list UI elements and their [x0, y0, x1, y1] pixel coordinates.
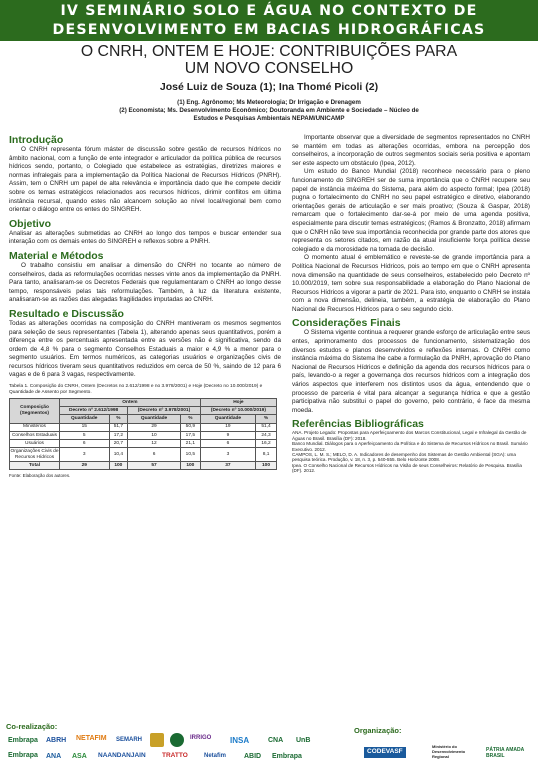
- right-column: [292, 134, 530, 474]
- table-cell: Usuários: [10, 440, 60, 448]
- table-cell: 24,3: [256, 431, 277, 439]
- table-subheader-qty: Quantidade: [128, 415, 181, 423]
- table-cell: 6: [128, 448, 181, 462]
- cna-logo: CNA: [268, 737, 284, 744]
- section-heading-consideracoes: Considerações Finais: [292, 317, 401, 330]
- table-cell: 9: [200, 431, 255, 439]
- table-cell: 12: [128, 440, 181, 448]
- section-heading-resultados: Resultado e Discussão: [9, 307, 124, 320]
- references-list: [292, 430, 530, 473]
- section-heading-objetivo: Objetivo: [9, 217, 52, 230]
- poster-title-line2: UM NOVO CONSELHO: [184, 60, 354, 77]
- abrh-logo: ABRH: [46, 737, 67, 744]
- intro-paragraph: O CNRH representa fórum máster de discussão sobre gestão de recursos hídricos no âmbito nacional, com a função de ente integrador e articulador da política pública de recursos hídricos sendo, portanto, o Colegiado que estabelece as estratégias, diretrizes maiores e normas infralegais para a implementação da Política Nacional de Recursos Hídricos (PNRH). Assim, tem o CNRH um papel de alta relevância e importância dado que lhe compete decidir sobre os temas estratégicos relacionados aos recursos hídricos, dirimir conflitos em última instância recursal, quando estes não alcancem solução ao nível local/regional bem como orientar o diálogo entre os entes do SINGREH.: [9, 146, 281, 214]
- patria-amada-brasil-logo: PÁTRIA AMADA BRASIL: [486, 747, 525, 759]
- semarh-logo: SEMARH: [116, 737, 143, 743]
- resultados-paragraph: Todas as alterações ocorridas na composição do CNRH mantiveram os mesmos segmentos para seleção de seus representantes (Tabela 1), alterando apenas seus quantitativos, porém a diferença entre os percentuais apresentada entre as versões não é significativa, sendo da ordem de 4,8 % para o segmento Conselhos Estaduais a maior e 4,9 % a menor para o segmento usuários. Em termos numéricos, as categorias usuários e organizações civis de recursos hídricos tiveram seus quantitativos reduzidos em cerca de 50 %, saindo de 12 para 6 vagas e de 6 para 3 vagas, respectivamente.: [9, 319, 281, 379]
- table-cell: 6: [200, 440, 255, 448]
- table-cell: 16,2: [256, 440, 277, 448]
- tratto-logo: TRATTO: [162, 752, 188, 759]
- embrapa-logo: Embrapa: [272, 753, 302, 760]
- table-cell: 51,7: [109, 423, 128, 431]
- authors: José Luiz de Souza (1); Ina Thomé Picoli (2): [159, 81, 379, 93]
- table-cell: 37: [200, 461, 255, 469]
- table-cell: 21,1: [180, 440, 200, 448]
- table-cell: Organizações Civis de Recursos Hídricos: [10, 448, 59, 460]
- table-cell: 17,5: [180, 431, 200, 439]
- embrapa-logo: Embrapa: [8, 752, 38, 759]
- objetivo-paragraph: Analisar as alterações submetidas ao CNRH ao longo dos tempos e buscar entender sua interação com os demais entes do SINGREH e reflexos sobre a PNRH.: [9, 229, 281, 246]
- table-cell: 3: [200, 448, 255, 462]
- table-cell: 8,1: [256, 448, 277, 462]
- irrigo-logo: IRRIGO: [190, 735, 212, 741]
- table-row: [10, 440, 277, 448]
- table-subheader-pct: %: [256, 415, 277, 423]
- reference-item: Ipea. O Conselho Nacional de Recursos Hídricos na Visão de seus Conselheiros: Relatório de Pesquisa. Brasília (DF). 2012.: [292, 462, 522, 474]
- insa-logo: INSA: [230, 736, 250, 745]
- table-subheader-pct: %: [109, 415, 128, 423]
- right-paragraph-3: O momento atual é emblemático e reveste-se de grande importância para a Política Nacional de Recursos Hídricos, pois ao tempo em que o CNRH apresenta nova dimensão na quantidade de seus conselheiros, estabelecido pelo Decreto nº 10.000/2019, tem sobre sua responsabilidade a elaboração do Plano Nacional de Recursos Hídricos a vigorar a partir de 2021. Para isto, enquanto o CNRH se instala com a nova dimensão, delineia, também, a estratégia de elaboração do Plano Nacional de Recursos Hídricos para o seu segundo ciclo.: [292, 254, 530, 313]
- table-row: [10, 431, 277, 439]
- ana-logo: ANA: [46, 753, 62, 760]
- affiliations: [0, 99, 538, 122]
- right-paragraph-1: Importante observar que a diversidade de segmentos representados no CNRH se mantém em todas as alterações ocorridas, embora na percepção dos conselheiros, a incorporação de outros segmentos sociais seria positiva e apontam ser este aspecto um obstáculo (Ipea, 2012).: [292, 134, 530, 167]
- corealizacao-label: Co-realização:: [6, 722, 58, 731]
- composition-table: [9, 398, 277, 470]
- left-column: [9, 134, 281, 481]
- naandanjain-logo: NAANDANJAIN: [98, 752, 146, 759]
- table-cell: 100: [180, 461, 200, 469]
- section-heading-referencias: Referências Bibliográficas: [292, 418, 424, 431]
- reference-item: CAMPOS, L. M. S.; MELO, D. A. Indicadores de desempenho dos Sistemas de Gestão Ambiental (SGA): uma pesquisa teórica. Produção, v. 18, n. 3, p. 540-555. Belo Horizonte 2008.: [292, 452, 516, 463]
- table-subheader-qty: Quantidade: [60, 415, 110, 423]
- table-header-segment: Composição (Segmentos): [10, 399, 60, 424]
- table-cell: 19: [200, 423, 255, 431]
- table-cell: 100: [109, 461, 128, 469]
- metodos-paragraph: O trabalho consistiu em analisar a dimensão do CNRH no tocante ao número de conselheiros, dada as reformulações ocorridas nesses vinte anos da implementação da PNRH. Para tanto, analisaram-se os Decretos Federais que regulamentaram o CNRH ao longo desse tempo, responsáveis pelas tais reformulações. Também, à luz da literatura existente, analisaram-se as razões das alegadas fragilidades imputadas ao CNRH.: [9, 261, 281, 304]
- table-cell: 10,5: [180, 448, 200, 462]
- affiliation-1: (1) Eng. Agrônomo; Ms Meteorologia; Dr Irrigação e Drenagem: [177, 99, 361, 106]
- table-cell: 50,9: [180, 423, 200, 431]
- table-cell: 10,4: [109, 448, 128, 462]
- table-cell: 100: [256, 461, 277, 469]
- event-banner: [0, 0, 538, 41]
- table-cell: 17,2: [109, 431, 128, 439]
- table-row: [10, 448, 277, 462]
- reference-item: ANA. Projeto Legado: Propostas para Aperfeiçoamento dos Marcos Constitucional, Legal e Infralegal da Gestão de Águas no Brasil. Brasília (DF): 2018.: [292, 430, 527, 441]
- table-cell: 51,4: [256, 423, 277, 431]
- affiliation-2: (2) Economista; Ms. Desenvolvimento Econômico; Doutoranda em Ambiente e Sociedade – Núcleo de: [119, 106, 419, 114]
- event-title-line2: DESENVOLVIMENTO EM BACIAS HIDROGRÁFICAS: [52, 22, 486, 38]
- table-cell: 29: [128, 423, 181, 431]
- ministerio-logo: Ministério do Desenvolvimento Regional: [432, 744, 466, 759]
- seal-icon: [170, 733, 184, 747]
- consideracoes-paragraph: O Sistema vigente continua a requerer grande esforço de articulação entre seus entes, aprimoramento dos processos de funcionamento, sistematização dos diversos estudos e planos desenvolvidos e reflexões internas. O CNRH como instância máxima do Sistema lhe cabe a formulação da PNRH, aprovação do Plano Nacional de Recursos Hídricos e definição da agenda dos recursos hídricos para o país, levando-o a reger a governança dos recursos hídricos com a integração dos vários aspectos que interferem nos distintos usos da água, entendendo que o processo de parceria é vital para alcançar a segurança hídrica e que a gestão participativa não substitui o papel do governo, pelo contrário, é face da mesma moeda.: [292, 329, 530, 414]
- table-cell: 3: [60, 448, 110, 462]
- unb-logo: UnB: [296, 737, 311, 744]
- affiliation-2-cont: Estudos e Pesquisas Ambientais NEPAM/UNICAMP: [193, 114, 345, 122]
- table-header-decreto-1998: Decreto nº 2.612/1998: [60, 407, 128, 415]
- table-caption: Tabela 1. Composição do CNRH, Ontem (Decretos no 2.612/1998 e no 3.978/2001) e Hoje (Decreto no 10.000/2019) e Quantidade de Assento por Segmento.: [9, 384, 263, 396]
- table-header-hoje: Hoje: [200, 399, 276, 407]
- table-cell: Total: [10, 461, 60, 469]
- netafim-logo-2: Netafim: [204, 753, 227, 759]
- right-paragraph-2: Um estudo do Banco Mundial (2018) reconhece necessário para o pleno funcionamento do SINGREH ser de suma importância que o CNRH recupere seu papel de instância máxima do Sistema, para além do aspecto formal; Ipea (2018) pugna o fortalecimento do CNRH no seu papel estratégico e diretivo, elaborando orientações gerais de articulação e ser mais proativo; (Souza & Gaspar, 2018) remarcam que o fortalecimento dar-se-á por meio de uma agenda positiva, especialmente para discutir temas estratégicos; (Ramos & Bronzatto, 2018) afirmam que o CNRH não teve sua importância reconhecida por grande parte dos atores que representa os setores citados, em razão da atual insuficiente força política desse colegiado e da morosidade na tomada de decisão.: [292, 168, 530, 253]
- reference-item: Banco Mundial. Diálogos para o Aperfeiçoamento da Política e do Sistema de Recursos Hídricos no Brasil. Sumário Executivo. 2012.: [292, 441, 528, 452]
- table-cell: Conselhos Estaduais: [10, 431, 60, 439]
- table-cell: Ministérios: [10, 423, 60, 431]
- section-heading-metodos: Material e Métodos: [9, 249, 104, 262]
- codevasf-logo: CODEVASF: [364, 747, 406, 758]
- organizacao-label: Organização:: [354, 726, 402, 735]
- table-header-decreto-2019: (Decreto nº 10.000/2019): [200, 407, 276, 415]
- poster-title: [0, 43, 538, 77]
- table-cell: 29: [60, 461, 110, 469]
- abid-logo: ABID: [244, 753, 262, 760]
- event-title-line1: IV SEMINÁRIO SOLO E ÁGUA NO CONTEXTO DE: [60, 3, 478, 19]
- table-source: Fonte: Elaboração dos autores.: [9, 473, 71, 479]
- table-header-ontem: Ontem: [60, 399, 201, 407]
- netafim-logo: NETAFIM: [76, 735, 107, 742]
- table-cell: 10: [128, 431, 181, 439]
- table-row: [10, 423, 277, 431]
- table-header-decreto-2001: (Decreto nº 3.978/2001): [128, 407, 201, 415]
- table-cell: 57: [128, 461, 181, 469]
- table-subheader-pct: %: [180, 415, 200, 423]
- table-cell: 20,7: [109, 440, 128, 448]
- table-cell: 5: [60, 431, 110, 439]
- table-subheader-qty: Quantidade: [200, 415, 255, 423]
- embrapa-logo: Embrapa: [8, 737, 38, 744]
- table-cell: 15: [60, 423, 110, 431]
- asa-logo: ASA: [72, 753, 87, 760]
- table-total-row: [10, 461, 277, 469]
- section-heading-introducao: Introdução: [9, 134, 64, 146]
- brasao-icon: [150, 733, 164, 747]
- poster-title-line1: O CNRH, ONTEM E HOJE: CONTRIBUIÇÕES PARA: [80, 43, 458, 60]
- table-cell: 6: [60, 440, 110, 448]
